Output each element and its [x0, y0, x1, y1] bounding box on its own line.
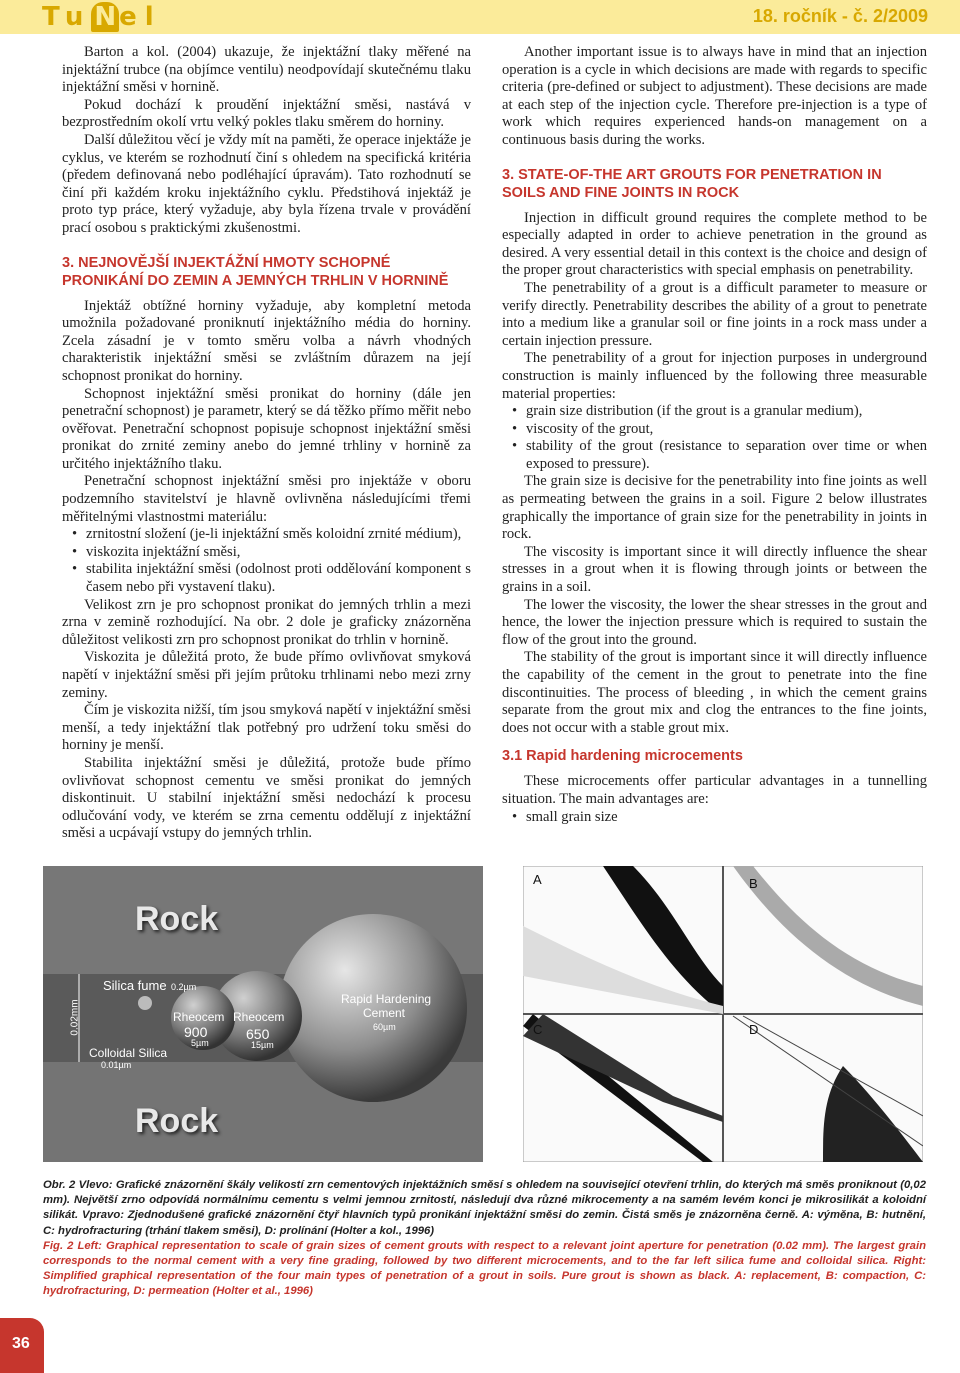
paragraph: Injection in difficult ground requires the complete method to be especially adapted in order to achieve penetration in the ground as desired. A very essential detail in this context is the choice and design of the proper grout characteristics with special emphasis on penetrability. [502, 209, 927, 279]
caption-czech: Obr. 2 Vlevo: Grafické znázornění škály velikostí zrn cementových injektážních směsí s ohledem na související otevření trhlin, do kterých má směs proniknout (0,02 mm). Největší zrno odpovídá normálnímu cementu s velmi jemnou zrnitostí, následují dva různé mikrocementy a na samém levém konci je mikrosilikát a koloidní silikát. Vpravo: Zjednodušené grafické znázornění čtyř hlavních typů pronikání injektážní směsi do zemin. Čistá směs je znázorněna černě. A: výměna, B: hutnění, C: hydrofracturing (trhání tlakem směsi), D: prolínání (Holter a kol., 1996) [43, 1179, 926, 1237]
silica-fume-sphere [138, 996, 152, 1010]
advantages-list [502, 809, 927, 827]
penetration-types-illustration [523, 866, 923, 1162]
section-heading: 3. STATE-OF-THE ART GROUTS FOR PENETRATION IN SOILS AND FINE JOINTS IN ROCK [502, 166, 882, 201]
list-item: • viskozita injektážní směsi, [62, 544, 471, 562]
paragraph: The penetrability of a grout is a difficult parameter to measure or verify directly. Penetrability describes the ability of a grout to penetrate into a medium like a granular soil or fine joints in a rock mass under a certain injection pressure. [502, 279, 927, 349]
page-number: 36 [12, 1335, 30, 1352]
panel-label-d: D [749, 1022, 759, 1037]
paragraph: Viskozita je důležitá proto, že bude přímo ovlivňovat smyková napětí v injektážní směsi při jejím průtoku trhlinami nebo mezi zrny zeminy. [62, 649, 471, 701]
paragraph: Velikost zrn je pro schopnost pronikat do jemných trhlin a mezi zrna v zemině rozhodující. Na obr. 2 dole je graficky znázorněna důležitost velikosti zrn pro schopnost pronikat do trhlin v hornině. [62, 596, 471, 648]
colloidal-silica-label: Colloidal Silica [89, 1046, 168, 1060]
paragraph: Another important issue is to always have in mind that an injection operation is a cycle in which decisions are made with regards to specific criteria (pre-defined or subject to adjustment). These decisions are made at each step of the injection cycle. Therefore pre-injection is a type of work which requires experienced hands-on management on a continuous basis during the works. [502, 44, 927, 148]
rheocem-900-label: Rheocem [173, 1010, 225, 1024]
list-item: • viscosity of the grout, [502, 421, 927, 439]
issue-number: 18. ročník - č. 2/2009 [752, 6, 928, 26]
page-number-tab [0, 1318, 44, 1373]
figure-caption [43, 1178, 926, 1300]
paragraph: Injektáž obtížné horniny vyžaduje, aby kompletní metoda umožnila požadované proniknutí injektážního média do horniny. Zcela zásadní je v tomto směru volba a návrh vhodných charakteristik injektážní směsi se zvláštním důrazem na její schopnost pronikat do horniny. [62, 297, 471, 384]
list-item: • small grain size [502, 809, 927, 827]
grain-size-illustration: Rock Rock Silica fume 0.2µm Rheocem 900 5µm Rheocem 650 15µm Rapid Hardening Cement 60µm Colloidal Silica 0.01µm 0.02mm [43, 866, 483, 1162]
paragraph: The grain size is decisive for the penetrability into fine joints as well as permeating between the grains in a soil. Figure 2 below illustrates graphically the importance of grain size for the penetrability in joints in rock. [502, 473, 927, 543]
paragraph: Barton a kol. (2004) ukazuje, že injektážní tlaky měřené na injektážní trubce (na objímce ventilu) neodpovídají skutečnému tlaku injektážní směsi v hornině. [62, 44, 471, 96]
panel-label-a: A [533, 872, 542, 887]
rock-label-bottom: Rock [135, 1102, 219, 1140]
penetration-graphic [523, 866, 923, 1162]
section-heading: 3. NEJNOVĚJŠÍ INJEKTÁŽNÍ HMOTY SCHOPNÉ PRONIKÁNÍ DO ZEMIN A JEMNÝCH TRHLIN V HORNINĚ [62, 254, 449, 289]
paragraph: Další důležitou věcí je vždy mít na paměti, že operace injektáže je cyklus, ve kterém se rozhodnutí činí s ohledem na specifická kritéria (předem definovaná nebo podléhající úpravám). Tato rozhodnutí se činí při každém kroku injektážního cyklu. Předstihová injektáž je proto typ práce, který vyžaduje, aby byla řízena trvale v provádění prací osobou s praktickými zkušenostmi. [62, 131, 471, 236]
list-item: • stabilita injektážní směsi (odolnost proti oddělování komponent s časem nebo při vystavení tlaku). [62, 561, 471, 596]
panel-label-c: C [533, 1022, 543, 1037]
paragraph: The penetrability of a grout for injection purposes in underground construction is mainly influenced by the following three measurable material properties: [502, 350, 927, 402]
caption-english: Fig. 2 Left: Graphical representation to scale of grain sizes of cement grouts with respect to a relevant joint aperture for penetration (0.02 mm). The largest grain corresponds to the normal cement with a very fine grading, followed by two different microcements, and to the far left silica fume and colloidal silica. Right: Simplified graphical representation of the four main types of penetration of a grout in soils. Pure grout is shown as black. A: replacement, B: compaction, C: hydrofracturing, D: permeation (Holter et al., 1996) [43, 1239, 926, 1298]
paragraph: Čím je viskozita nižší, tím jsou smyková napětí v injektážní směsi menší, a tedy injektážní tlak potřebný pro udržení toku směsi do horniny je menší. [62, 702, 471, 754]
paragraph: The viscosity is important since it will directly influence the shear stresses in a grout when it is flowing through joints or between the grains in a soil. [502, 543, 927, 596]
paragraph: Pokud dochází k proudění injektážní směsi, nastává v bezprostředním okolí vrtu velký pokles tlaku směrem do horniny. [62, 96, 471, 131]
subsection-heading: 3.1 Rapid hardening microcements [502, 748, 743, 765]
list-item: • zrnitostní složení (je-li injektážní směs koloidní zrnité médium), [62, 526, 471, 544]
property-list [502, 403, 927, 473]
paragraph: Schopnost injektážní směsi pronikat do horniny (dále jen penetrační schopnost) je parametr, který se dá těžko přímo měřit nebo ověřovat. Penetrační schopnost popisuje schopnost injektážní směsi pronikat do zrnité zeminy anebo do jemné trhliny v hornině za určitého injektážního tlaku. [62, 385, 471, 472]
panel-label-b: B [749, 876, 758, 891]
paragraph: Penetrační schopnost injektážní směsi pro injektáže v oboru podzemního stavitelství je hlavně ovlivněna následujícími třemi měřitelnými vlastnostmi materiálu: [62, 473, 471, 525]
czech-column [62, 44, 471, 843]
aperture-label: 0.02mm [69, 999, 81, 1036]
figure-2 [43, 866, 923, 1162]
property-list [62, 526, 471, 596]
journal-logo: Tu N el [42, 2, 162, 32]
english-column [502, 44, 927, 826]
rock-label-top: Rock [135, 900, 219, 938]
silica-fume-label: Silica fume [103, 978, 167, 993]
list-item: • grain size distribution (if the grout is a granular medium), [502, 403, 927, 421]
list-item: • stability of the grout (resistance to separation over time or when exposed to pressure). [502, 438, 927, 473]
rheocem-650-label: Rheocem [233, 1010, 285, 1024]
paragraph: The stability of the grout is important since it will directly influence the capability of the cement in the grout to penetrate into the fine discontinuities. The process of bleeding , in which the cement grains separate from the grout mix and clog the entrances to the fine joints, does not occur with a stable grout mix. [502, 649, 927, 736]
paragraph: The lower the viscosity, the lower the shear stresses in the grout and hence, the lower the injection pressure which is required to sustain the flow of the grout into the ground. [502, 596, 927, 648]
paragraph: Stabilita injektážní směsi je důležitá, protože bude přímo ovlivňovat schopnost cementu ve směsi pronikat do jemných diskontinuit. U stabilní injektážní směsi nedochází k procesu odlučování vody, ve kterém se zrna cementu oddělují z injektážní směsi a ucpávají vstupy do jemných trhlin. [62, 754, 471, 842]
rapid-hardening-label: Rapid Hardening [341, 992, 432, 1006]
paragraph: These microcements offer particular advantages in a tunnelling situation. The main advantages are: [502, 773, 927, 807]
page-header [0, 0, 960, 34]
